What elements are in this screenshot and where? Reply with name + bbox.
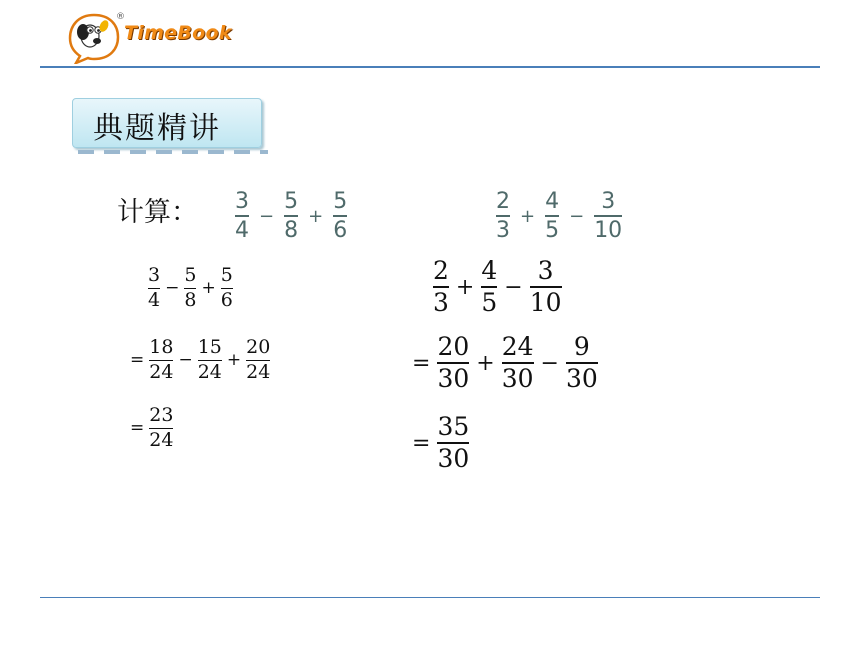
fraction bbox=[149, 338, 173, 383]
operator: − bbox=[178, 350, 193, 371]
denominator: 3 bbox=[496, 218, 510, 244]
denominator: 24 bbox=[246, 360, 271, 383]
solution-1-line-2 bbox=[128, 338, 273, 383]
numerator: 5 bbox=[184, 264, 197, 286]
numerator: 3 bbox=[537, 256, 554, 285]
denominator: 10 bbox=[529, 287, 562, 317]
equals-sign: = bbox=[130, 418, 145, 439]
denominator: 10 bbox=[594, 218, 623, 244]
numerator: 20 bbox=[437, 332, 470, 361]
fraction-bar bbox=[284, 215, 298, 217]
fraction-bar bbox=[235, 215, 249, 217]
fraction bbox=[437, 334, 469, 392]
denominator: 3 bbox=[433, 287, 449, 317]
numerator: 3 bbox=[235, 189, 249, 214]
solution-2-line-3 bbox=[408, 414, 472, 472]
timebook-logo bbox=[66, 12, 236, 64]
denominator: 30 bbox=[565, 363, 598, 393]
header-divider bbox=[40, 66, 820, 68]
solution-1-line-1 bbox=[145, 266, 236, 311]
fraction bbox=[246, 338, 270, 383]
numerator: 4 bbox=[481, 256, 498, 285]
denominator: 5 bbox=[545, 218, 560, 244]
numerator: 5 bbox=[333, 189, 348, 214]
fraction bbox=[530, 258, 562, 316]
operator: + bbox=[476, 350, 495, 376]
operator: + bbox=[308, 205, 324, 227]
denominator: 30 bbox=[437, 443, 470, 473]
numerator: 2 bbox=[496, 189, 510, 214]
numerator: 18 bbox=[149, 336, 174, 358]
operator: − bbox=[569, 205, 585, 227]
equals-sign: = bbox=[412, 350, 431, 376]
numerator: 5 bbox=[220, 264, 233, 286]
fraction-bar bbox=[594, 215, 622, 217]
dog-mascot-icon bbox=[66, 12, 122, 64]
problem-1 bbox=[232, 190, 350, 242]
operator: + bbox=[520, 205, 536, 227]
fraction bbox=[149, 406, 173, 451]
numerator: 4 bbox=[545, 189, 560, 214]
operator: − bbox=[259, 205, 275, 227]
calc-label: 计算： bbox=[117, 197, 198, 228]
fraction bbox=[481, 258, 497, 316]
fraction bbox=[198, 338, 222, 383]
operator: − bbox=[504, 274, 523, 300]
operator: + bbox=[226, 350, 242, 371]
fraction bbox=[437, 414, 469, 472]
numerator: 5 bbox=[284, 189, 299, 214]
fraction bbox=[221, 266, 233, 311]
fraction bbox=[284, 190, 298, 242]
denominator: 24 bbox=[149, 428, 174, 451]
denominator: 4 bbox=[235, 218, 249, 244]
section-title-tab bbox=[72, 98, 262, 148]
denominator: 8 bbox=[184, 288, 197, 311]
brand-name: TimeBook bbox=[124, 22, 232, 44]
fraction-bar bbox=[496, 215, 510, 217]
fraction bbox=[496, 190, 510, 242]
equals-sign: = bbox=[130, 350, 145, 371]
fraction bbox=[545, 190, 559, 242]
fraction bbox=[502, 334, 534, 392]
operator: − bbox=[165, 278, 180, 299]
denominator: 4 bbox=[148, 288, 161, 311]
denominator: 30 bbox=[501, 363, 534, 393]
fraction bbox=[594, 190, 622, 242]
denominator: 30 bbox=[437, 363, 470, 393]
equals-sign: = bbox=[412, 430, 431, 456]
fraction bbox=[333, 190, 347, 242]
registered-mark: ® bbox=[116, 12, 125, 22]
fraction-bar bbox=[545, 215, 559, 217]
fraction-bar bbox=[333, 215, 347, 217]
solution-2-line-2 bbox=[408, 334, 601, 392]
section-dashed-underline bbox=[78, 150, 268, 154]
fraction bbox=[433, 258, 449, 316]
operator: + bbox=[455, 274, 475, 300]
solution-1-line-3 bbox=[128, 406, 176, 451]
solution-2-line-1 bbox=[430, 258, 565, 316]
numerator: 20 bbox=[246, 336, 271, 358]
denominator: 5 bbox=[481, 287, 498, 317]
operator: + bbox=[201, 278, 216, 299]
denominator: 6 bbox=[220, 288, 233, 311]
numerator: 15 bbox=[197, 336, 222, 358]
footer-divider bbox=[40, 597, 820, 598]
fraction bbox=[148, 266, 160, 311]
numerator: 3 bbox=[601, 189, 616, 214]
numerator: 35 bbox=[437, 412, 470, 441]
fraction bbox=[184, 266, 196, 311]
numerator: 3 bbox=[148, 264, 161, 286]
fraction bbox=[235, 190, 249, 242]
denominator: 6 bbox=[333, 218, 348, 244]
numerator: 24 bbox=[501, 332, 534, 361]
problem-2 bbox=[493, 190, 625, 242]
operator: − bbox=[540, 350, 559, 376]
numerator: 2 bbox=[433, 256, 449, 285]
section-title: 典题精讲 bbox=[93, 111, 221, 146]
numerator: 23 bbox=[149, 404, 174, 426]
numerator: 9 bbox=[573, 332, 590, 361]
denominator: 8 bbox=[284, 218, 299, 244]
fraction bbox=[566, 334, 598, 392]
denominator: 24 bbox=[197, 360, 222, 383]
denominator: 24 bbox=[149, 360, 174, 383]
